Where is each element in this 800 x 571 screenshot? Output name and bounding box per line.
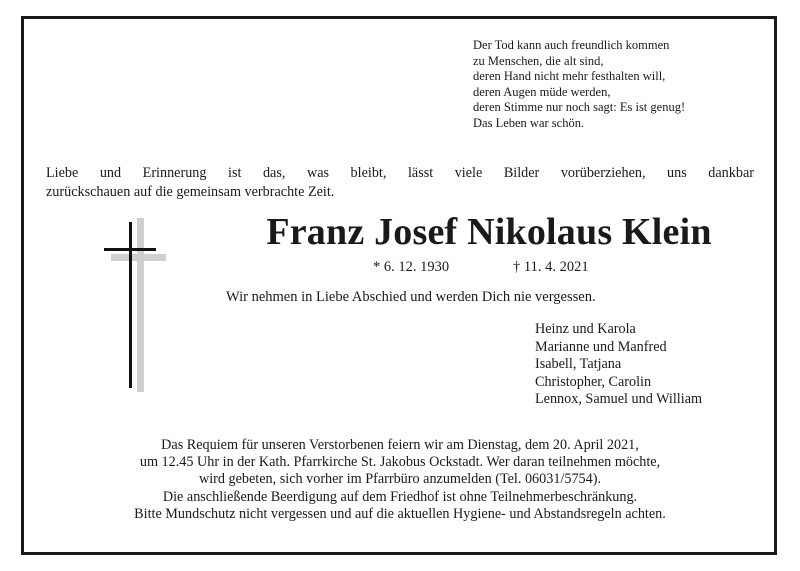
family-member: Lennox, Samuel und William: [535, 391, 703, 407]
notice-line: wird gebeten, sich vorher im Pfarrbüro anzumelden (Tel. 06031/5754).: [198, 471, 602, 488]
poem-line: Das Leben war schön.: [473, 115, 585, 130]
notice-line: Die anschließende Beerdigung auf dem Friedhof ist ohne Teilnehmerbeschränkung.: [162, 488, 638, 505]
quote-line: Liebe und Erinnerung ist das, was bleibt, lässt viele Bilder vorüberziehen, uns dankbar: [46, 165, 754, 181]
poem-line: Der Tod kann auch freundlich kommen: [473, 38, 670, 52]
family-member: Heinz und Karola: [535, 321, 636, 337]
poem-line: deren Augen müde werden,: [473, 84, 611, 99]
family-member: Christopher, Carolin: [535, 373, 652, 390]
family-member: Marianne und Manfred: [535, 338, 667, 355]
notice-line: um 12.45 Uhr in der Kath. Pfarrkirche St. Jakobus Ockstadt. Wer daran teilnehmen möchte,: [139, 454, 661, 471]
quote-line: zurückschauen auf die gemeinsam verbrachte Zeit.: [46, 184, 335, 200]
deceased-name: Franz Josef Nikolaus Klein: [266, 211, 712, 253]
poem-line: deren Hand nicht mehr festhalten will,: [473, 69, 666, 83]
farewell-text: Wir nehmen in Liebe Abschied und werden Dich nie vergessen.: [226, 289, 596, 305]
cross-horizontal-bar: [104, 248, 156, 251]
cross-shadow-vertical: [137, 218, 144, 392]
funeral-notice: [40, 437, 760, 523]
birth-date: * 6. 12. 1930: [373, 259, 450, 275]
notice-line: Bitte Mundschutz nicht vergessen und auf die aktuellen Hygiene- und Abstandsregeln achten.: [134, 505, 666, 522]
death-date: † 11. 4. 2021: [513, 259, 589, 275]
poem: [473, 38, 773, 131]
family-list: [535, 321, 702, 409]
life-dates: [373, 259, 589, 276]
poem-line: zu Menschen, die alt sind,: [473, 53, 604, 68]
notice-line: Das Requiem für unseren Verstorbenen feiern wir am Dienstag, dem 20. April 2021,: [161, 437, 639, 453]
poem-line: deren Stimme nur noch sagt: Es ist genug!: [473, 100, 686, 114]
cross-vertical-bar: [129, 222, 132, 388]
cross-shadow-horizontal: [111, 254, 166, 261]
family-member: Isabell, Tatjana: [535, 356, 622, 372]
memorial-quote: [46, 164, 754, 202]
